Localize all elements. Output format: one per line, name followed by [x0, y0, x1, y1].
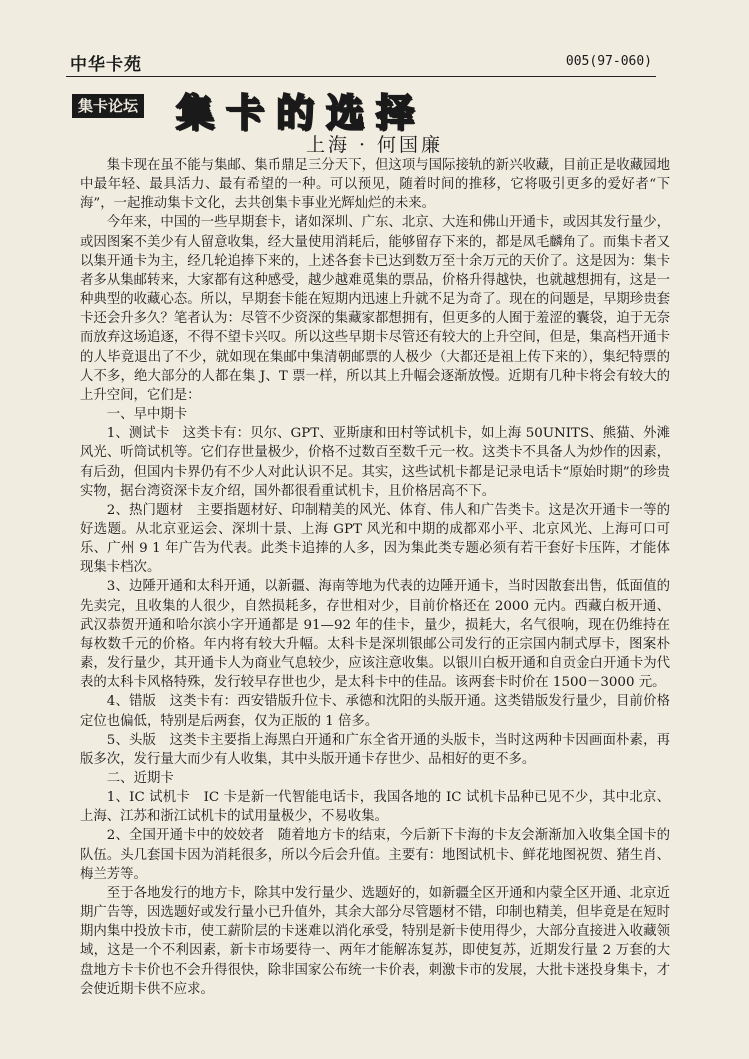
article-title: 集卡的选择: [176, 91, 427, 135]
article-body: [80, 156, 670, 999]
paragraph: 今年来，中国的一些早期套卡，诸如深圳、广东、北京、大连和佛山开通卡，或因其发行量少，或因图案不美少有人留意收集，经大量使用消耗后，能够留存下来的，都是凤毛麟角了。而集卡者又以集开通卡为主，经几轮追捧下来的，上述各套卡已达到数万至十余万元的天价了。这是因为：集卡者多从集邮转来，大家都有这种感受，越少越难觅集的票品，价格升得越快，也就越想拥有，这是一种典型的收藏心态。所以，早期套卡能在短期内迅速上升就不足为奇了。现在的问题是，早期珍贵套卡还会升多久？笔者认为：尽管不少资深的集藏家都想拥有，但更多的人囿于羞涩的囊袋，迫于无奈而放弃这场追逐，不得不望卡兴叹。所以这些早期卡尽管还有较大的上升空间，但是，集高档开通卡的人毕竟退出了不少，就如现在集邮中集清朝邮票的人极少（大都还是祖上传下来的），集纪特票的人不多，绝大部分的人都在集 J、T 票一样，所以其上升幅会逐渐放慢。近期有几种卡将会有较大的上升空间，它们是：: [80, 215, 670, 403]
paragraph: 4、错版 这类卡有：西安错版升位卡、承德和沈阳的头版开通。这类错版发行量少，目前价格定位也偏低，特别是后两套，仅为正版的 1 倍多。: [80, 694, 670, 729]
title-row: [66, 84, 666, 135]
magazine-name: 中华卡苑: [70, 55, 142, 75]
column-badge: 集卡论坛: [72, 94, 144, 118]
paragraph: 至于各地发行的地方卡，除其中发行量少、选题好的，如新疆全区开通和内蒙全区开通、北京近期广告等，因选题好或发行量小已升值外，其余大部分尽管题材不错，印制也精美，但毕竟是在短时期内集中投放卡市，使工薪阶层的卡迷难以消化承受，特别是新卡使用得少，大部分直接进入收藏领域，这是一个不利因素，新卡市场要待一、两年才能解冻复苏，即使复苏，近期发行量 2 万套的大盘地方卡卡价也不会升得很快，除非国家公布统一卡价表，刺激卡市的发展，大批卡迷投身集卡，才会使近期卡供不应求。: [80, 885, 670, 997]
author-byline: 上海 · 何国廉: [305, 134, 444, 156]
paragraph: 集卡现在虽不能与集邮、集币鼎足三分天下，但这项与国际接轨的新兴收藏，目前正是收藏园地中最年轻、最具活力、最有希望的一种。可以预见，随着时间的推移，它将吸引更多的爱好者“下海”，一起推动集卡文化，去共创集卡事业光辉灿烂的未来。: [80, 158, 670, 212]
paragraph: 3、边陲开通和太科开通，以新疆、海南等地为代表的边陲开通卡，当时因散套出售，低面值的先卖完，且收集的人很少，自然损耗多，存世相对少，目前价格还在 2000 元内。西藏白板开通、武汉恭贺开通和哈尔滨小字开通都是 91—92 年的佳卡，量少，损耗大，名气很响，现在仍维持在每枚数千元的价格。年内将有较大升幅。太科卡是深圳银邮公司发行的正宗国内制式厚卡，图案朴素，发行量少，其开通卡人为商业气息较少，应该注意收集。以银川白板开通和自贡金白开通卡为代表的太科卡风格特殊，发行较早存世也少，是太科卡中的佳品。该两套卡时价在 1500－3000 元。: [80, 579, 670, 691]
page-code: 005(97-060): [565, 54, 652, 69]
section-heading: 一、早中期卡: [106, 407, 188, 423]
paragraph: 5、头版 这类卡主要指上海黑白开通和广东全省开通的头版卡，当时这两种卡因画面朴素，再版多次，发行量大而少有人收集，其中头版开通卡存世少、品相好的更不多。: [80, 732, 670, 767]
paragraph: 2、全国开通卡中的姣姣者 随着地方卡的结束，今后新下卡海的卡友会渐渐加入收集全国卡的队伍。头几套国卡因为消耗很多，所以今后会升值。主要有：地图试机卡、鲜花地图祝贺、猪生肖、梅兰芳等。: [80, 828, 670, 882]
paragraph: 1、IC 试机卡 IC 卡是新一代智能电话卡，我国各地的 IC 试机卡品种已见不少，其中北京、上海、江苏和浙江试机卡的试用量极少，不易收集。: [80, 790, 670, 825]
paragraph: 1、测试卡 这类卡有：贝尔、GPT、亚斯康和田村等试机卡，如上海 50UNITS、熊猫、外滩风光、听筒试机等。它们存世量极少，价格不过数百至数千元一枚。这类卡不具备人为炒作的因素，有后劲，但国内卡界仍有不少人对此认识不足。其实，这些试机卡都是记录电话卡“原始时期”的珍贵实物，据台湾资深卡友介绍，国外都很看重试机卡，且价格居高不下。: [80, 426, 670, 499]
paragraph: 2、热门题材 主要指题材好、印制精美的风光、体育、伟人和广告类卡。这是次开通卡一等的好选题。从北京亚运会、深圳十景、上海 GPT 风光和中期的成都邓小平、北京风光、上海可口可乐、广州 9 1 年广告为代表。此类卡追捧的人多，因为集此类专题必须有若干套好卡压阵，才能体现集卡档次。: [80, 502, 670, 576]
page-header: [66, 44, 656, 77]
section-heading: 二、近期卡: [106, 771, 174, 786]
